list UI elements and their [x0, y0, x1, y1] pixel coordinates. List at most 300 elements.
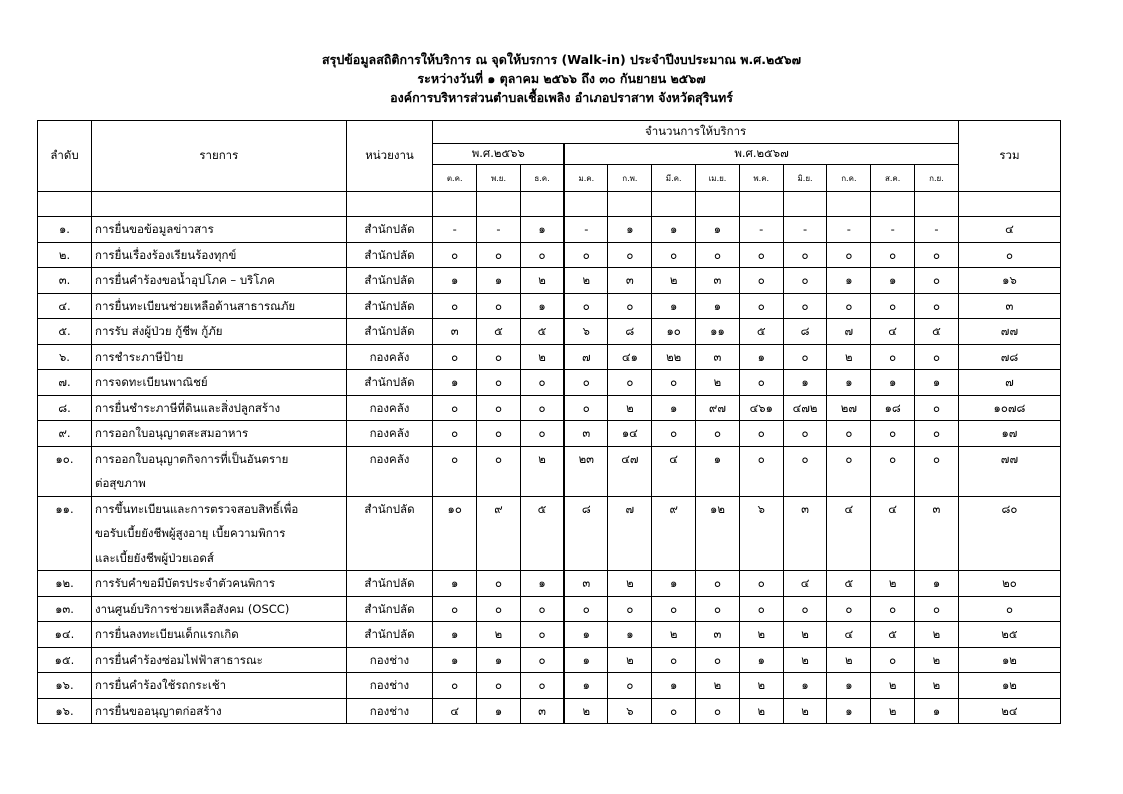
row-month-value: ๐ — [871, 421, 915, 447]
row-month-value: ๑๔ — [608, 421, 652, 447]
row-unit: กองคลัง — [346, 344, 433, 370]
row-month-value: ๑ — [871, 370, 915, 396]
row-seq: ๑๕. — [38, 647, 92, 673]
row-unit: สำนักปลัด — [346, 217, 433, 243]
row-total: ๐ — [958, 596, 1060, 622]
row-seq: ๙. — [38, 421, 92, 447]
row-seq: ๖. — [38, 344, 92, 370]
row-month-value: ๑ — [696, 446, 740, 496]
table-row — [38, 344, 1061, 370]
row-item-line: การจดทะเบียนพาณิชย์ — [94, 375, 208, 389]
row-month-value: ๑ — [477, 698, 521, 724]
row-month-value: ๒ — [608, 395, 652, 421]
row-month-value: ๐ — [520, 596, 564, 622]
row-month-value: ๓ — [608, 268, 652, 294]
row-month-value: ๑ — [783, 370, 827, 396]
row-item-line: ต่อสุขภาพ — [94, 476, 146, 490]
row-item-line: และเบี้ยยังชีพผู้ป่วยเอดส์ — [94, 550, 214, 565]
row-month-value: ๐ — [520, 395, 564, 421]
header-month: ก.ค. — [827, 165, 871, 192]
row-month-value: ๐ — [739, 370, 783, 396]
table-row — [38, 622, 1061, 648]
row-month-value: ๐ — [739, 421, 783, 447]
row-seq: ๔. — [38, 293, 92, 319]
row-month-value: ๐ — [477, 293, 521, 319]
row-month-value: ๑๐ — [433, 496, 477, 571]
row-item — [91, 344, 346, 370]
row-month-value: ๑ — [608, 217, 652, 243]
row-month-value: ๐ — [871, 446, 915, 496]
header-month: มี.ค. — [652, 165, 696, 192]
row-month-value: ๐ — [783, 596, 827, 622]
row-month-value: ๕ — [477, 319, 521, 345]
row-month-value: ๒ — [915, 673, 959, 699]
row-month-value: ๔๖๑ — [739, 395, 783, 421]
row-month-value: ๐ — [564, 370, 608, 396]
row-month-value: ๐ — [739, 268, 783, 294]
row-month-value: ๔ — [827, 496, 871, 571]
row-month-value: - — [477, 217, 521, 243]
row-month-value: ๕ — [520, 496, 564, 571]
row-month-value: ๑ — [608, 622, 652, 648]
row-month-value: ๐ — [433, 673, 477, 699]
row-month-value: ๒ — [783, 698, 827, 724]
row-month-value: ๑ — [520, 293, 564, 319]
row-month-value: ๒ — [564, 698, 608, 724]
row-month-value: ๐ — [520, 370, 564, 396]
row-month-value: ๐ — [477, 571, 521, 597]
row-item — [91, 293, 346, 319]
row-month-value: ๒ — [871, 698, 915, 724]
row-month-value: ๕ — [520, 319, 564, 345]
row-month-value: ๑ — [915, 698, 959, 724]
row-total: ๓ — [958, 293, 1060, 319]
row-month-value: ๑ — [433, 268, 477, 294]
row-item-line: การออกใบอนุญาตกิจการที่เป็นอันตราย — [94, 451, 289, 466]
row-month-value: ๑ — [520, 571, 564, 597]
row-month-value: ๐ — [477, 446, 521, 496]
row-month-value: ๐ — [652, 370, 696, 396]
row-month-value: ๒ — [871, 673, 915, 699]
row-month-value: ๐ — [783, 344, 827, 370]
row-month-value: ๑ — [652, 395, 696, 421]
row-month-value: ๐ — [696, 242, 740, 268]
header-month: พ.ค. — [739, 165, 783, 192]
row-month-value: ๐ — [433, 242, 477, 268]
row-month-value: ๑ — [652, 571, 696, 597]
document-title-block — [0, 50, 1123, 107]
row-month-value: ๒ — [652, 622, 696, 648]
row-seq: ๓. — [38, 268, 92, 294]
row-month-value: ๐ — [739, 242, 783, 268]
row-month-value: ๑ — [739, 344, 783, 370]
row-month-value: ๑ — [564, 647, 608, 673]
row-item-line: การยื่นทะเบียนช่วยเหลือด้านสาธารณภัย — [94, 298, 296, 313]
row-unit: สำนักปลัด — [346, 293, 433, 319]
header-month: ก.ย. — [915, 165, 959, 192]
row-month-value: ๑ — [652, 673, 696, 699]
row-month-value: ๖ — [739, 496, 783, 571]
row-month-value: ๐ — [871, 647, 915, 673]
row-month-value: ๓ — [783, 496, 827, 571]
row-month-value: ๓ — [564, 571, 608, 597]
row-month-value: - — [564, 217, 608, 243]
row-month-value: ๐ — [433, 293, 477, 319]
row-month-value: ๐ — [871, 242, 915, 268]
row-month-value: ๒ — [871, 571, 915, 597]
row-month-value: ๐ — [477, 242, 521, 268]
row-month-value: ๒ — [696, 370, 740, 396]
row-total: ๗๗ — [958, 446, 1060, 496]
row-month-value: ๐ — [739, 293, 783, 319]
row-month-value: ๗ — [608, 496, 652, 571]
row-month-value: ๒ — [915, 647, 959, 673]
row-seq: ๑๖. — [38, 698, 92, 724]
row-item — [91, 496, 346, 571]
row-month-value: ๐ — [871, 344, 915, 370]
row-month-value: ๑๑ — [696, 319, 740, 345]
header-year-2567: พ.ศ.๒๕๖๗ — [564, 144, 958, 165]
header-total: รวม — [958, 121, 1060, 192]
row-total: ๑๒ — [958, 647, 1060, 673]
row-item — [91, 395, 346, 421]
row-month-value: ๑ — [433, 370, 477, 396]
row-month-value: ๐ — [783, 293, 827, 319]
header-month: มิ.ย. — [783, 165, 827, 192]
row-total: ๒๕ — [958, 622, 1060, 648]
row-month-value: ๐ — [652, 596, 696, 622]
row-item — [91, 370, 346, 396]
row-month-value: ๐ — [652, 421, 696, 447]
row-month-value: ๔ — [433, 698, 477, 724]
row-month-value: ๐ — [564, 395, 608, 421]
row-month-value: ๐ — [915, 242, 959, 268]
row-month-value: ๑ — [433, 571, 477, 597]
row-month-value: ๐ — [696, 596, 740, 622]
row-month-value: ๐ — [871, 293, 915, 319]
row-month-value: ๒ — [739, 622, 783, 648]
row-month-value: ๑ — [433, 622, 477, 648]
row-month-value: ๕ — [827, 571, 871, 597]
row-month-value: ๐ — [739, 571, 783, 597]
row-month-value: - — [915, 217, 959, 243]
row-month-value: ๑ — [652, 293, 696, 319]
row-month-value: ๒๒ — [652, 344, 696, 370]
row-month-value: ๒ — [827, 344, 871, 370]
row-month-value: ๒ — [564, 268, 608, 294]
row-item-line: การออกใบอนุญาตสะสมอาหาร — [94, 426, 249, 440]
row-month-value: ๒ — [520, 446, 564, 496]
table-row — [38, 395, 1061, 421]
title-line-3: องค์การบริหารส่วนตำบลเชื้อเพลิง อำเภอปราสาท จังหวัดสุรินทร์ — [390, 90, 733, 105]
row-month-value: ๐ — [696, 647, 740, 673]
row-item — [91, 596, 346, 622]
row-month-value: ๒ — [739, 673, 783, 699]
row-month-value: ๐ — [564, 242, 608, 268]
row-month-value: ๐ — [652, 647, 696, 673]
row-unit: กองช่าง — [346, 698, 433, 724]
row-month-value: ๑ — [520, 217, 564, 243]
row-month-value: ๒ — [477, 622, 521, 648]
table-row — [38, 596, 1061, 622]
row-total: ๑๐๗๘ — [958, 395, 1060, 421]
title-line-2: ระหว่างวันที่ ๑ ตุลาคม ๒๕๖๖ ถึง ๓๐ กันยายน ๒๕๖๗ — [417, 71, 706, 86]
row-month-value: ๕ — [739, 319, 783, 345]
row-month-value: ๑๒ — [696, 496, 740, 571]
row-seq: ๑. — [38, 217, 92, 243]
row-item — [91, 571, 346, 597]
row-total: ๘๐ — [958, 496, 1060, 571]
row-item — [91, 673, 346, 699]
row-month-value: ๑ — [696, 217, 740, 243]
row-month-value: ๐ — [783, 446, 827, 496]
row-month-value: ๐ — [652, 242, 696, 268]
row-month-value: ๔๗๒ — [783, 395, 827, 421]
row-month-value: ๔ — [652, 446, 696, 496]
row-month-value: ๑ — [477, 647, 521, 673]
row-month-value: ๐ — [696, 571, 740, 597]
row-month-value: ๐ — [608, 242, 652, 268]
row-month-value: ๔ — [827, 622, 871, 648]
row-unit: สำนักปลัด — [346, 571, 433, 597]
row-month-value: ๓ — [433, 319, 477, 345]
table-row — [38, 673, 1061, 699]
row-month-value: ๑ — [871, 268, 915, 294]
row-month-value: ๐ — [520, 647, 564, 673]
row-month-value: ๓ — [520, 698, 564, 724]
row-month-value: ๕ — [915, 319, 959, 345]
row-month-value: ๐ — [783, 268, 827, 294]
row-month-value: ๐ — [520, 673, 564, 699]
row-month-value: ๐ — [827, 446, 871, 496]
row-month-value: ๐ — [477, 421, 521, 447]
row-total: ๗ — [958, 370, 1060, 396]
row-month-value: ๑ — [915, 571, 959, 597]
row-month-value: - — [433, 217, 477, 243]
row-item — [91, 268, 346, 294]
header-month: ส.ค. — [871, 165, 915, 192]
row-month-value: ๘ — [783, 319, 827, 345]
row-month-value: ๐ — [477, 344, 521, 370]
row-month-value: ๐ — [915, 344, 959, 370]
row-month-value: ๒ — [739, 698, 783, 724]
row-item-line: การยื่นคำร้องขอน้ำอุปโภค – บริโภค — [94, 273, 275, 287]
row-month-value: - — [783, 217, 827, 243]
row-month-value: ๑ — [433, 647, 477, 673]
row-unit: สำนักปลัด — [346, 370, 433, 396]
row-seq: ๑๒. — [38, 571, 92, 597]
row-month-value: ๒ — [783, 647, 827, 673]
row-month-value: ๐ — [477, 370, 521, 396]
row-month-value: ๔๑ — [608, 344, 652, 370]
row-month-value: ๐ — [783, 421, 827, 447]
row-unit: กองช่าง — [346, 673, 433, 699]
row-total: ๗๘ — [958, 344, 1060, 370]
row-item-line: การยื่นลงทะเบียนเด็กแรกเกิด — [94, 627, 239, 641]
row-month-value: ๐ — [608, 673, 652, 699]
row-unit: สำนักปลัด — [346, 496, 433, 571]
spacer-row — [38, 192, 1061, 217]
row-month-value: ๐ — [915, 596, 959, 622]
table-row — [38, 446, 1061, 496]
row-seq: ๑๖. — [38, 673, 92, 699]
table-row — [38, 319, 1061, 345]
row-seq: ๑๑. — [38, 496, 92, 571]
row-month-value: ๐ — [477, 596, 521, 622]
row-month-value: ๑ — [564, 622, 608, 648]
row-item-line: การขึ้นทะเบียนและการตรวจสอบสิทธิ์เพื่อ — [94, 501, 299, 516]
row-item-line: การยื่นคำร้องซ่อมไฟฟ้าสาธารณะ — [94, 652, 263, 667]
row-month-value: ๘ — [608, 319, 652, 345]
header-month: ก.พ. — [608, 165, 652, 192]
row-month-value: ๑ — [827, 698, 871, 724]
row-month-value: ๐ — [520, 421, 564, 447]
header-item: รายการ — [91, 121, 346, 192]
header-unit: หน่วยงาน — [346, 121, 433, 192]
row-total: ๗๗ — [958, 319, 1060, 345]
row-item — [91, 446, 346, 496]
row-item — [91, 319, 346, 345]
row-month-value: ๐ — [520, 622, 564, 648]
row-seq: ๘. — [38, 395, 92, 421]
row-month-value: ๒ — [915, 622, 959, 648]
row-month-value: ๑ — [827, 673, 871, 699]
row-unit: สำนักปลัด — [346, 596, 433, 622]
row-month-value: ๗ — [564, 344, 608, 370]
row-month-value: ๒ — [608, 571, 652, 597]
row-month-value: ๐ — [739, 596, 783, 622]
row-month-value: ๐ — [696, 698, 740, 724]
row-month-value: ๑๐ — [652, 319, 696, 345]
row-total: ๐ — [958, 242, 1060, 268]
row-month-value: ๑ — [783, 673, 827, 699]
row-unit: สำนักปลัด — [346, 268, 433, 294]
table-row — [38, 496, 1061, 571]
row-month-value: ๑๘ — [871, 395, 915, 421]
row-item — [91, 647, 346, 673]
row-month-value: ๑ — [827, 370, 871, 396]
row-seq: ๑๐. — [38, 446, 92, 496]
row-month-value: ๙ — [652, 496, 696, 571]
row-month-value: ๔ — [871, 496, 915, 571]
row-month-value: ๐ — [915, 293, 959, 319]
table-row — [38, 421, 1061, 447]
table-row — [38, 293, 1061, 319]
row-month-value: ๒๗ — [827, 395, 871, 421]
row-month-value: ๑ — [477, 268, 521, 294]
row-month-value: ๐ — [564, 596, 608, 622]
row-month-value: ๐ — [739, 446, 783, 496]
row-item — [91, 242, 346, 268]
row-total: ๔ — [958, 217, 1060, 243]
row-month-value: ๖ — [564, 319, 608, 345]
row-month-value: ๔ — [871, 319, 915, 345]
row-month-value: ๒ — [520, 344, 564, 370]
row-month-value: ๙๗ — [696, 395, 740, 421]
row-month-value: ๐ — [915, 446, 959, 496]
row-total: ๑๒ — [958, 673, 1060, 699]
row-month-value: - — [827, 217, 871, 243]
row-month-value: ๑ — [564, 673, 608, 699]
row-unit: สำนักปลัด — [346, 242, 433, 268]
row-item-line: การยื่นขอข้อมูลข่าวสาร — [94, 222, 214, 236]
row-item-line: การชำระภาษีป้าย — [94, 349, 184, 364]
row-unit: กองคลัง — [346, 421, 433, 447]
row-total: ๒๔ — [958, 698, 1060, 724]
table-row — [38, 571, 1061, 597]
row-month-value: ๑ — [739, 647, 783, 673]
table-row — [38, 217, 1061, 243]
row-month-value: ๒ — [652, 268, 696, 294]
table-row — [38, 242, 1061, 268]
row-month-value: ๐ — [433, 395, 477, 421]
row-unit: กองคลัง — [346, 446, 433, 496]
row-month-value: ๐ — [433, 596, 477, 622]
header-count-group: จำนวนการให้บริการ — [433, 121, 959, 144]
row-month-value: ๒ — [608, 647, 652, 673]
row-month-value: ๑ — [915, 370, 959, 396]
row-month-value: ๐ — [915, 268, 959, 294]
row-month-value: ๓ — [696, 622, 740, 648]
statistics-table — [37, 120, 1061, 724]
table-row — [38, 268, 1061, 294]
row-month-value: ๙ — [477, 496, 521, 571]
row-month-value: ๐ — [433, 421, 477, 447]
row-month-value: ๔๗ — [608, 446, 652, 496]
row-month-value: ๐ — [783, 242, 827, 268]
row-month-value: ๖ — [608, 698, 652, 724]
header-month: ม.ค. — [564, 165, 608, 192]
row-month-value: ๓ — [915, 496, 959, 571]
row-seq: ๗. — [38, 370, 92, 396]
row-month-value: ๐ — [915, 421, 959, 447]
row-month-value: ๐ — [477, 673, 521, 699]
row-month-value: ๒ — [696, 673, 740, 699]
row-item-line: การยื่นเรื่องร้องเรียนร้องทุกข์ — [94, 247, 237, 262]
row-month-value: ๑ — [652, 217, 696, 243]
row-month-value: ๐ — [608, 370, 652, 396]
row-item-line: การยื่นชำระภาษีที่ดินและสิ่งปลูกสร้าง — [94, 400, 281, 415]
header-month: เม.ย. — [696, 165, 740, 192]
row-unit: กองคลัง — [346, 395, 433, 421]
row-total: ๒๐ — [958, 571, 1060, 597]
row-month-value: ๒๓ — [564, 446, 608, 496]
row-month-value: ๐ — [827, 596, 871, 622]
row-month-value: ๐ — [871, 596, 915, 622]
title-line-1: สรุปข้อมูลสถิติการให้บริการ ณ จุดให้บรการ (Walk-in) ประจำปีงบประมาณ พ.ศ.๒๕๖๗ — [321, 52, 801, 67]
row-month-value: ๓ — [696, 268, 740, 294]
row-item-line: งานศูนย์บริการช่วยเหลือสังคม (OSCC) — [94, 601, 290, 616]
row-item — [91, 217, 346, 243]
row-item-line: การยื่นคำร้องใช้รถกระเช้า — [94, 678, 227, 692]
header-month: ธ.ค. — [520, 165, 564, 192]
row-unit: สำนักปลัด — [346, 622, 433, 648]
header-seq: ลำดับ — [38, 121, 92, 192]
row-month-value: ๐ — [477, 395, 521, 421]
table-row — [38, 370, 1061, 396]
row-item — [91, 421, 346, 447]
row-month-value: ๑ — [827, 268, 871, 294]
row-month-value: ๑ — [696, 293, 740, 319]
row-month-value: ๓ — [696, 344, 740, 370]
row-month-value: ๐ — [608, 596, 652, 622]
row-month-value: ๐ — [827, 242, 871, 268]
row-month-value: ๐ — [652, 698, 696, 724]
row-month-value: ๗ — [827, 319, 871, 345]
row-item-line: การรับคำขอมีบัตรประจำตัวคนพิการ — [94, 576, 276, 590]
row-month-value: ๐ — [433, 344, 477, 370]
row-month-value: ๒ — [827, 647, 871, 673]
